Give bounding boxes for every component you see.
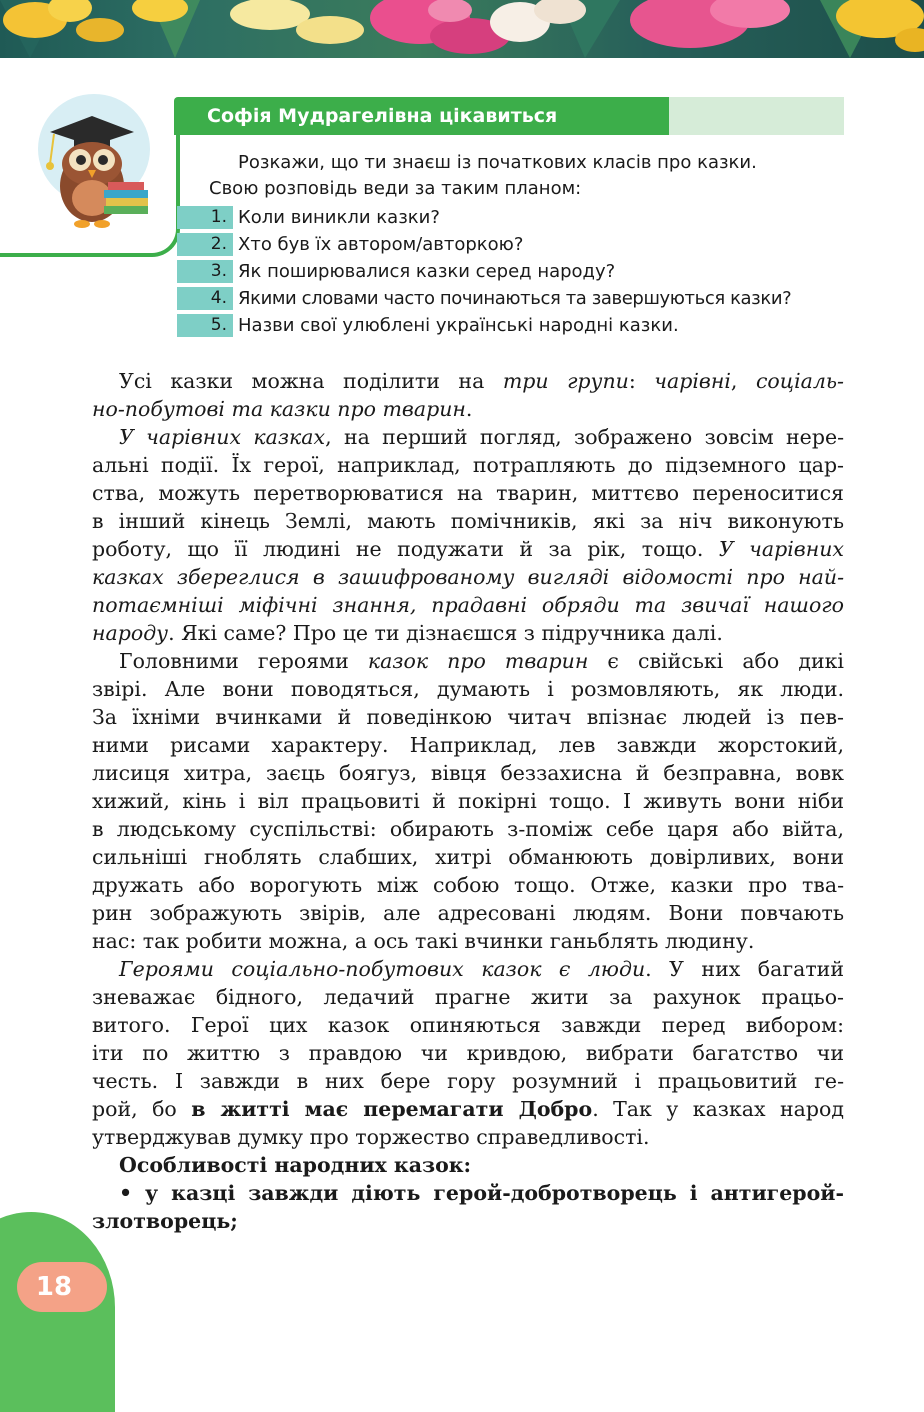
- bullet-item-continuation: злотворець;: [92, 1209, 238, 1233]
- text-line: рин зображують звірів, але адресовані людям. Вони повчають: [92, 901, 844, 925]
- text-line: Усі казки можна поділити на три групи: чарівні, соціаль-: [119, 369, 844, 393]
- plan-text: Як поширювалися казки серед народу?: [238, 261, 616, 282]
- plan-number: 1.: [177, 206, 233, 229]
- plan-text: Хто був їх автором/авторкою?: [238, 234, 524, 255]
- callout-intro-1: Розкажи, що ти знаєш із початкових класів про казки.: [238, 152, 757, 173]
- callout-title: Софія Мудрагелівна цікавиться: [207, 105, 558, 127]
- text-line: нас: так робити можна, а ось такі вчинки ганьблять людину.: [92, 929, 755, 953]
- features-title: Особливості народних казок:: [119, 1153, 472, 1177]
- text-line: но-побутові та казки про тварин.: [92, 397, 473, 421]
- plan-number: 4.: [177, 287, 233, 310]
- text-line: рой, бо в житті має перемагати Добро. Так у казках народ: [92, 1097, 844, 1121]
- plan-number: 5.: [177, 314, 233, 337]
- text-line: в інший кінець Землі, мають помічників, які за ніч виконують: [92, 509, 844, 533]
- text-line: лисиця хитра, заєць боягуз, вівця беззахисна й безправна, вовк: [92, 761, 844, 785]
- main-text: [92, 367, 844, 1235]
- plan-text: Коли виникли казки?: [238, 207, 440, 228]
- plan-text: Якими словами часто починаються та завершуються казки?: [238, 288, 792, 309]
- plan-number: 3.: [177, 260, 233, 283]
- flower-banner: [0, 0, 924, 58]
- callout-header-tail: [669, 97, 844, 135]
- text-line: сильніші гноблять слабших, хитрі обманюють довірливих, вони: [92, 845, 844, 869]
- text-line: За їхніми вчинками й поведінкою читач впізнає людей із пев-: [92, 705, 844, 729]
- text-line: У чарівних казках, на перший погляд, зображено зовсім нере-: [119, 425, 844, 449]
- text-line: зневажає бідного, ледачий прагне жити за рахунок працьо-: [92, 985, 844, 1009]
- page-number: 18: [35, 1272, 73, 1302]
- owl-mascot-icon: [30, 94, 160, 234]
- text-line: народу. Які саме? Про це ти дізнаєшся з підручника далі.: [92, 621, 723, 645]
- text-line: потаємніші міфічні знання, прадавні обряди та звичаї нашого: [92, 593, 844, 617]
- text-line: звірі. Але вони поводяться, думають і розмовляють, як люди.: [92, 677, 844, 701]
- text-line: іти по життю з правдою чи кривдою, вибрати багатство чи: [92, 1041, 844, 1065]
- text-line: Героями соціально-побутових казок є люди. У них багатий: [119, 957, 844, 981]
- text-line: роботу, що її людині не подужати й за рік, тощо. У чарівних: [92, 537, 844, 561]
- text-line: витого. Герої цих казок опиняються завжди перед вибором:: [92, 1013, 844, 1037]
- text-line: утверджував думку про торжество справедливості.: [92, 1125, 650, 1149]
- flower-illustration: [0, 0, 924, 58]
- text-line: Головними героями казок про тварин є свійські або дикі: [119, 649, 844, 673]
- callout-intro-2: Свою розповідь веди за таким планом:: [209, 178, 582, 199]
- plan-number: 2.: [177, 233, 233, 256]
- leaf-decoration: [0, 1212, 115, 1412]
- text-line: альні події. Їх герої, наприклад, потрапляють до підземного цар-: [92, 453, 844, 477]
- text-line: ства, можуть перетворюватися на тварин, миттєво переноситися: [92, 481, 844, 505]
- plan-text: Назви свої улюблені українські народні казки.: [238, 315, 679, 336]
- bullet-item: • у казці завжди діють герой-добротворець і антигерой-: [119, 1181, 844, 1205]
- text-line: дружать або ворогують між собою тощо. Отже, казки про тва-: [92, 873, 844, 897]
- text-line: хижий, кінь і віл працьовиті й покірні тощо. І живуть вони ніби: [92, 789, 844, 813]
- text-line: ними рисами характеру. Наприклад, лев завжди жорстокий,: [92, 733, 844, 757]
- text-line: честь. І завжди в них бере гору розумний і працьовитий ге-: [92, 1069, 844, 1093]
- text-line: казках збереглися в зашифрованому вигляді відомості про най-: [92, 565, 844, 589]
- text-line: в людському суспільстві: обирають з-поміж себе царя або війта,: [92, 817, 844, 841]
